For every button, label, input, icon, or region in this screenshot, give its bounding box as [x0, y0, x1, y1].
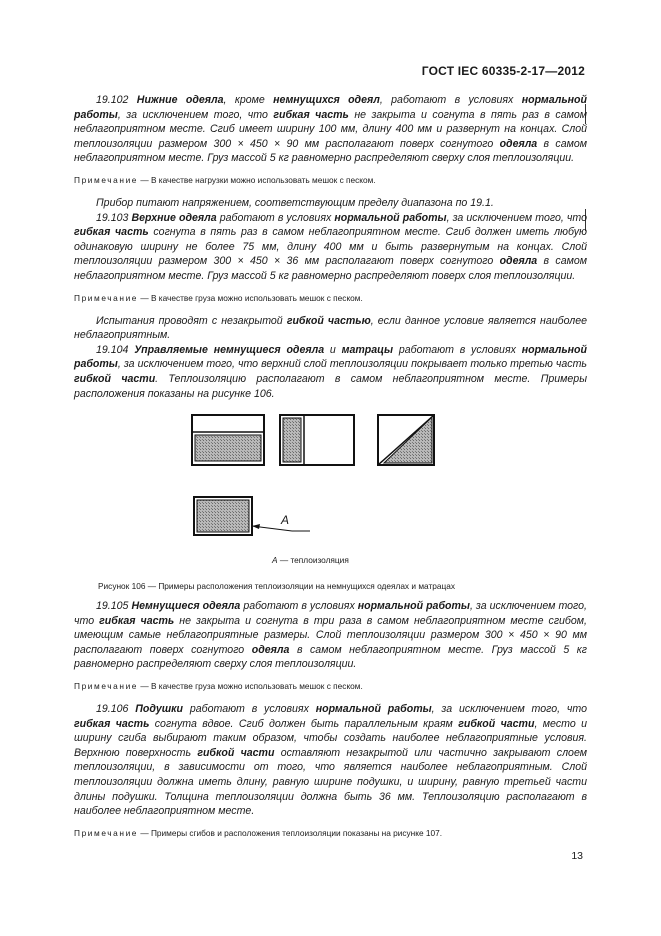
diagram-4: [194, 497, 310, 535]
document-header: ГОСТ IEC 60335-2-17—2012: [421, 64, 585, 78]
note-4: Примечание — Примеры сгибов и расположения теплоизоляции показаны на рисунке 107.: [74, 827, 443, 838]
paragraph-19-105: 19.105 Немнущиеся одеяла работают в условиях нормальной работы, за исключением того, что гибкая часть не закрыта и согнута в три раза в самом неблагоприятном месте сгибом, имеющим самые неблагоприятные размеры. Слой теплоизоляции размером 300 × 450 × 90 мм располагают поверх согнутого одеяла в самом неблагоприятном месте. Груз массой 5 кг равномерно распределяют сверху слоя теплоизоляции.: [74, 600, 587, 671]
paragraph-tests: Испытания проводят с незакрытой гибкой частью, если данное условие является наиболее неблагоприятным.: [74, 314, 587, 342]
page-number: 13: [571, 850, 583, 862]
label-a: A: [281, 513, 290, 528]
figure-106: [74, 407, 587, 597]
paragraph-19-104: 19.104 Управляемые немнущиеся одеяла и матрацы работают в условиях нормальной работы, за исключением того, что верхний слой теплоизоляции покрывает только третью часть гибкой части. Теплоизоляцию располагают в самом неблагоприятном месте. Примеры расположения показаны на рисунке 106.: [74, 343, 587, 400]
paragraph-19-106: 19.106 Подушки работают в условиях нормальной работы, за исключением того, что гибкая часть согнута вдвое. Сгиб должен быть параллельным краям гибкой части, место и ширину сгиба выбирают таким образом, чтобы создать наиболее неблагоприятные условия. Верхнюю поверхность гибкой части оставляют незакрытой или частично закрывают слоем теплоизоляции, в зависимости от того, что является наиболее неблагоприятным. Слой теплоизоляции должна иметь длину, равную ширине подушки, и ширину, равную третьей части длины подушки. Толщина теплоизоляции должна быть 36 мм. Теплоизоляцию располагают в наиболее неблагоприятном месте.: [74, 703, 587, 818]
diagram-1: [192, 415, 264, 465]
paragraph-19-103: 19.103 Верхние одеяла работают в условиях нормальной работы, за исключением того, что гибкая часть согнута в пять раз в самом неблагоприятном месте. Сгиб должен иметь любую одинаковую ширину не более 75 мм, длину 400 мм и быть развернутым на концах. Слой теплоизоляции размером 300 × 450 × 36 мм располагают поверх согнутого одеяла в самом неблагоприятном месте. Груз массой 5 кг равномерно распределяют поверх слоя теплоизоляции.: [74, 211, 587, 282]
figure-caption: Рисунок 106 — Примеры расположения теплоизоляции на немнущихся одеялах и матрацах: [98, 581, 456, 592]
note-1: Примечание — В качестве нагрузки можно использовать мешок с песком.: [74, 174, 376, 185]
figure-legend: A — теплоизоляция: [272, 555, 349, 566]
main-content: [74, 93, 587, 849]
diagram-2: [280, 415, 354, 465]
paragraph-19-102: 19.102 Нижние одеяла, кроме немнущихся одеял, работают в условиях нормальной работы, за исключением того, что гибкая часть не закрыта и согнута в пять раз в самом неблагоприятном месте. Сгиб имеет ширину 100 мм, длину 400 мм и развернут на концах. Слой теплоизоляции размером 300 × 450 × 90 мм располагают поверх согнутого одеяла в самом неблагоприятном месте. Груз массой 5 кг равномерно распределяют сверху слоя теплоизоляции.: [74, 94, 588, 165]
paragraph-power: Прибор питают напряжением, соответствующим пределу диапазона по 19.1.: [96, 196, 494, 209]
note-2: Примечание — В качестве груза можно использовать мешок с песком.: [74, 292, 363, 303]
diagram-3: [378, 415, 434, 465]
note-3: Примечание — В качестве груза можно использовать мешок с песком.: [74, 681, 363, 692]
